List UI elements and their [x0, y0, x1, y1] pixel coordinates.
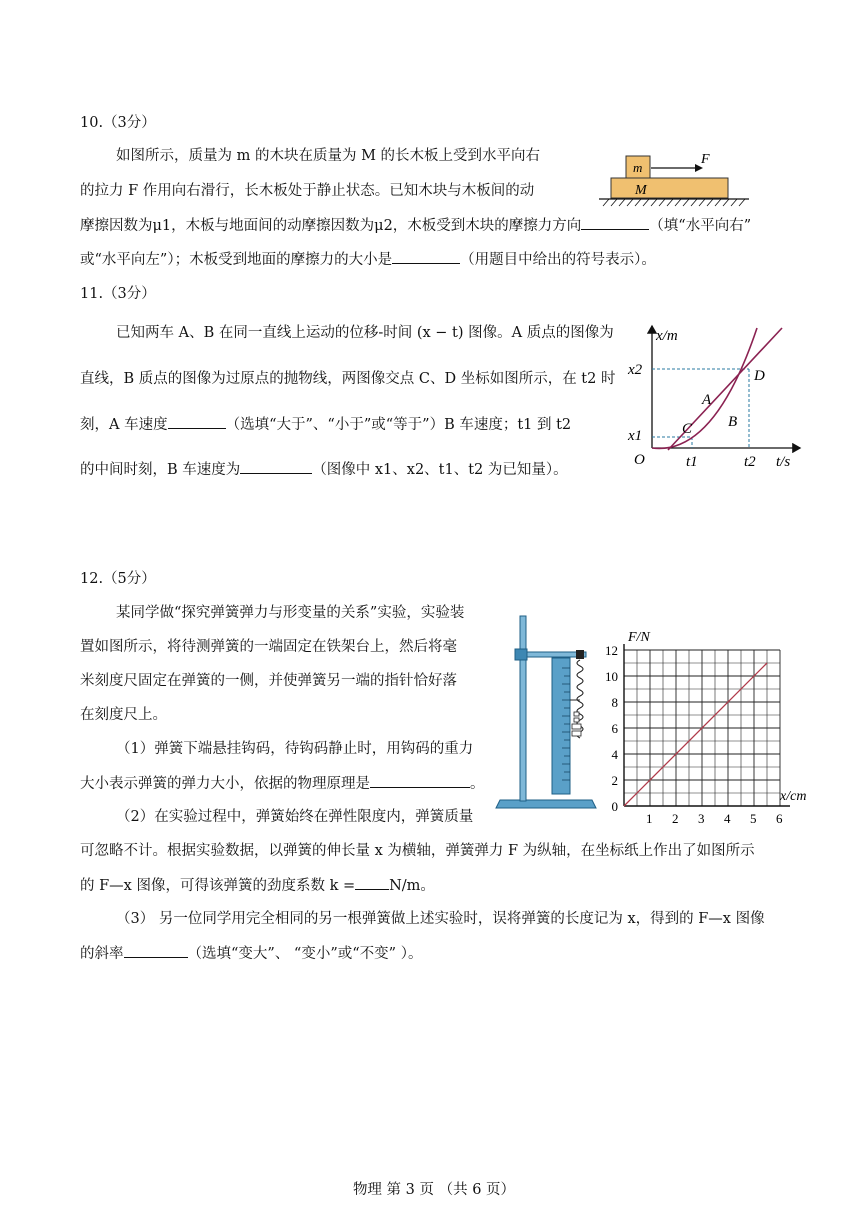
page-footer: 物理 第 3 页 （共 6 页）	[352, 1182, 516, 1198]
hook-weights	[572, 712, 581, 736]
q10-line-4	[80, 249, 656, 270]
q12-line-6-tail: 。	[470, 776, 485, 792]
q12-heading: 12.（5分）	[80, 571, 156, 587]
x-tick-label: 2	[672, 811, 679, 826]
q12-line-6-text: 大小表示弹簧的弹力大小，依据的物理原理是	[80, 776, 370, 792]
x-tick-label: 4	[724, 811, 731, 826]
q11-line-3-tail: （选填“大于”、“小于”或“等于”）B 车速度；t1 到 t2	[225, 417, 572, 433]
q12-line-6	[80, 773, 485, 794]
q11-blank-1[interactable]	[168, 414, 226, 429]
stand-base	[496, 800, 596, 808]
f-x-series-line	[624, 663, 767, 806]
stand-rod	[520, 616, 526, 801]
q12-line-11-text: 的斜率	[80, 946, 124, 962]
x1-label: x1	[628, 428, 643, 444]
q12-line-5: （1）弹簧下端悬挂钩码，待钩码静止时，用钩码的重力	[116, 741, 474, 757]
q10-line-3-tail: （填“水平向右”	[649, 218, 752, 234]
parabola-B	[652, 328, 757, 448]
x-tick-label: 6	[776, 811, 783, 826]
q11-line-4	[80, 459, 568, 480]
x-tick-label: 5	[750, 811, 757, 826]
y-tick-label: 2	[611, 773, 618, 788]
q11-line-3-text: 刻，A 车速度	[80, 417, 168, 433]
y-tick-label: 4	[611, 747, 618, 762]
q12-line-7: （2）在实验过程中，弹簧始终在弹性限度内，弹簧质量	[116, 809, 474, 825]
q12-line-11-tail: （选填“变大”、 “变小”或“不变” ）。	[187, 946, 423, 962]
q11-line-3	[80, 414, 571, 435]
q12-line-1: 某同学做“探究弹簧弹力与形变量的关系”实验，实验装	[116, 605, 465, 621]
q10-line-4-text: 或“水平向左”）；木板受到地面的摩擦力的大小是	[80, 252, 393, 268]
t1-label: t1	[686, 454, 698, 470]
q10-line-3-text: 摩擦因数为μ1，木板与地面间的动摩擦因数为μ2，木板受到木块的摩擦力方向	[80, 218, 582, 234]
q12-blank-1[interactable]	[370, 773, 470, 788]
q11-line-1: 已知两车 A、B 在同一直线上运动的位移-时间 (x − t) 图像。A 质点的图像为	[116, 325, 614, 341]
label-B: B	[728, 414, 738, 430]
q12-line-9	[80, 875, 435, 896]
q11-x-t-graph	[622, 316, 810, 472]
q11-line-4-text: 的中间时刻，B 车速度为	[80, 462, 241, 478]
q12-line-11	[80, 943, 422, 964]
q10-blank-2[interactable]	[392, 249, 460, 264]
y-tick-label: 6	[611, 721, 618, 736]
q12-blank-3[interactable]	[124, 943, 188, 958]
q12-line-8: 可忽略不计。根据实验数据，以弹簧的伸长量 x 为横轴，弹簧弹力 F 为纵轴，在坐标纸上作出了如图所示	[80, 843, 755, 859]
y-tick-label: 0	[611, 799, 618, 814]
q12-line-9-text: 的 F—x 图像，可得该弹簧的劲度系数 k =	[80, 878, 356, 894]
q12-line-10: （3） 另一位同学用完全相同的另一根弹簧做上述实验时，误将弹簧的长度记为 x，得到的 F—x 图像	[116, 911, 765, 927]
x-tick-label: 1	[646, 811, 653, 826]
q11-line-4-tail: （图像中 x1、x2、t1、t2 为已知量）。	[312, 462, 568, 478]
x-t-y-label: x/m	[656, 328, 678, 344]
clamp-knob	[515, 649, 527, 660]
q11-line-2: 直线，B 质点的图像为过原点的抛物线，两图像交点 C、D 坐标如图所示，在 t2 时	[80, 371, 616, 387]
q10-line-3	[80, 215, 751, 236]
x2-label: x2	[628, 362, 643, 378]
q12-line-4: 在刻度尺上。	[80, 707, 167, 723]
mm-ruler	[552, 658, 570, 794]
t2-label: t2	[744, 454, 756, 470]
x-tick-label: 3	[698, 811, 705, 826]
label-C: C	[682, 421, 693, 437]
q10-line-4-tail: （用题目中给出的符号表示）。	[460, 252, 656, 268]
force-label: F	[701, 152, 710, 167]
q10-blank-1[interactable]	[581, 215, 649, 230]
y-tick-label: 12	[605, 643, 618, 658]
q11-blank-2[interactable]	[240, 459, 312, 474]
chart-y-label: F/N	[628, 630, 650, 645]
iron-stand-apparatus	[492, 612, 602, 814]
q12-line-2: 置如图所示，将待测弹簧的一端固定在铁架台上，然后将毫	[80, 639, 457, 655]
label-A: A	[702, 392, 712, 408]
q12-line-9-tail: N/m。	[389, 878, 435, 894]
q10-heading: 10.（3分）	[80, 115, 156, 131]
f-x-chart	[600, 622, 818, 834]
label-D: D	[754, 368, 765, 384]
q10-block-board-figure	[595, 150, 755, 212]
y-tick-label: 8	[611, 695, 618, 710]
long-board-label: M	[635, 183, 647, 198]
spring-holder	[576, 650, 584, 659]
y-tick-label: 10	[605, 669, 618, 684]
q12-line-3: 米刻度尺固定在弹簧的一侧，并使弹簧另一端的指针恰好落	[80, 673, 457, 689]
q12-blank-2[interactable]	[355, 875, 389, 890]
x-t-x-label: t/s	[776, 454, 791, 470]
chart-x-label: x/cm	[780, 789, 807, 804]
origin-label: O	[634, 452, 645, 468]
long-board-M	[611, 178, 728, 198]
q11-heading: 11.（3分）	[80, 286, 156, 302]
small-block-label: m	[633, 160, 643, 175]
q10-line-2: 的拉力 F 作用向右滑行，长木板处于静止状态。已知木块与木板间的动	[80, 183, 535, 199]
q10-line-1: 如图所示，质量为 m 的木块在质量为 M 的长木板上受到水平向右	[116, 148, 541, 164]
ground-hatch	[603, 199, 745, 206]
